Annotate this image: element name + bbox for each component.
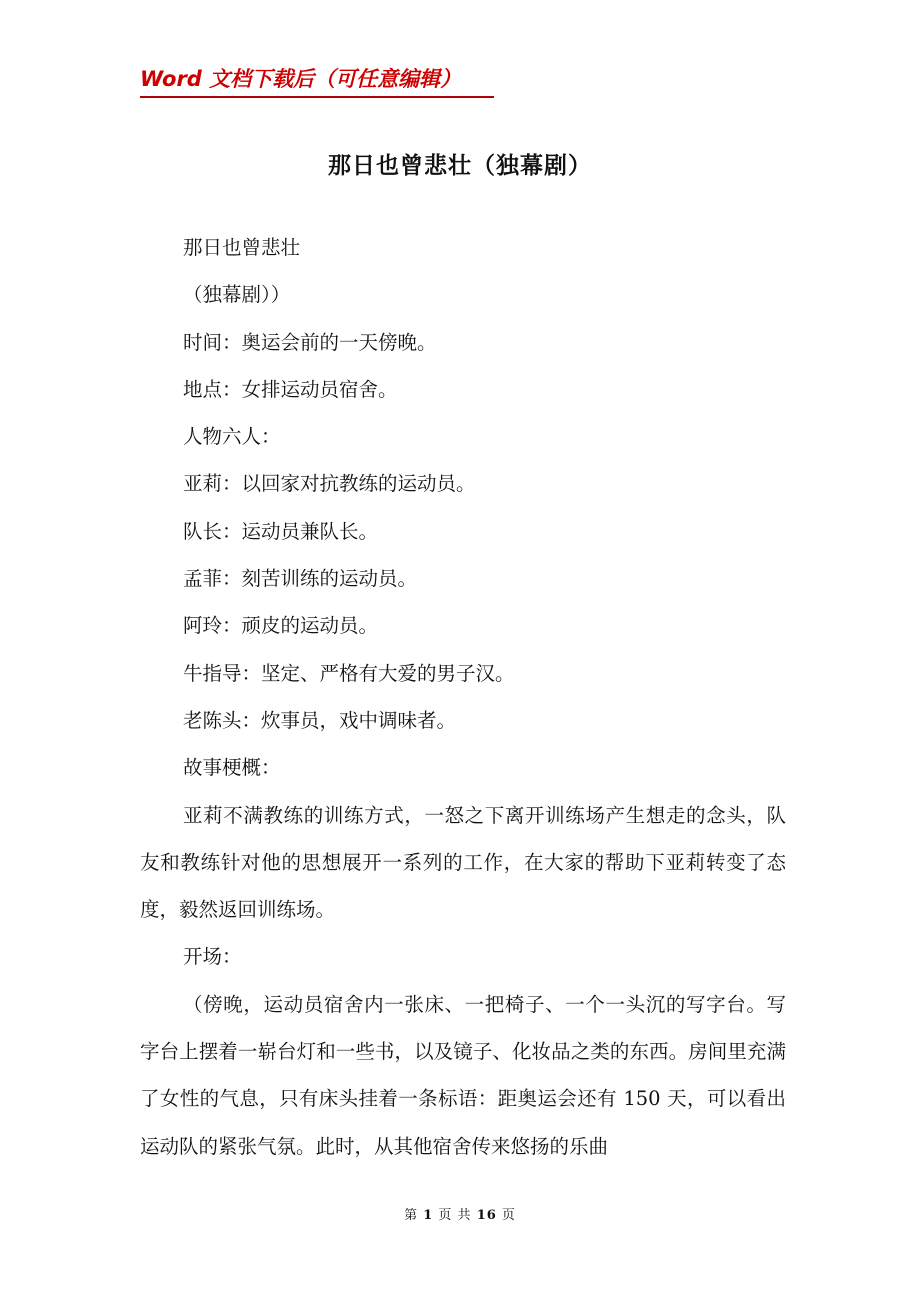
paragraph: （独幕剧）） [183,283,291,307]
download-banner-text: Word 文档下载后（可任意编辑） [140,67,462,91]
footer-page-number: 1 [423,1208,434,1223]
download-banner [140,64,494,98]
footer-middle: 页 共 [438,1208,472,1223]
paragraph: 亚莉不满教练的训练方式，一怒之下离开训练场产生想走的念头，队友和教练针对他的思想展开一系列的工作，在大家的帮助下亚莉转变了态度，毅然返回训练场。 [140,803,786,922]
paragraph: 开场： [183,945,242,969]
paragraph: （傍晚，运动员宿舍内一张床、一把椅子、一个一头沉的写字台。写字台上摆着一崭台灯和一些书，以及镜子、化妆品之类的东西。房间里充满了女性的气息，只有床头挂着一条标语：距奥运会还有 150 天，可以看出运动队的紧张气氛。此时，从其他宿舍传来悠扬的乐曲 [140,992,786,1158]
footer-total-pages: 16 [476,1208,497,1223]
paragraph: 故事梗概： [183,756,281,780]
paragraph: 那日也曾悲壮 [183,236,301,259]
paragraph: 人物六人： [183,425,281,449]
page-footer [0,1206,920,1226]
footer-suffix: 页 [501,1208,516,1223]
paragraph: 阿玲：顽皮的运动员。 [183,614,379,638]
paragraph: 时间：奥运会前的一天傍晚。 [183,330,437,354]
paragraph: 老陈头：炊事员，戏中调味者。 [183,708,457,732]
document-title: 那日也曾悲壮（独幕剧） [328,153,592,179]
paragraph: 队长：运动员兼队长。 [183,519,379,543]
footer-prefix: 第 [404,1208,419,1223]
paragraph: 地点：女排运动员宿舍。 [183,377,398,401]
document-body [140,224,786,1170]
paragraph: 孟菲：刻苦训练的运动员。 [183,567,418,591]
paragraph: 牛指导：坚定、严格有大爱的男子汉。 [183,661,515,685]
paragraph: 亚莉：以回家对抗教练的运动员。 [183,472,476,496]
